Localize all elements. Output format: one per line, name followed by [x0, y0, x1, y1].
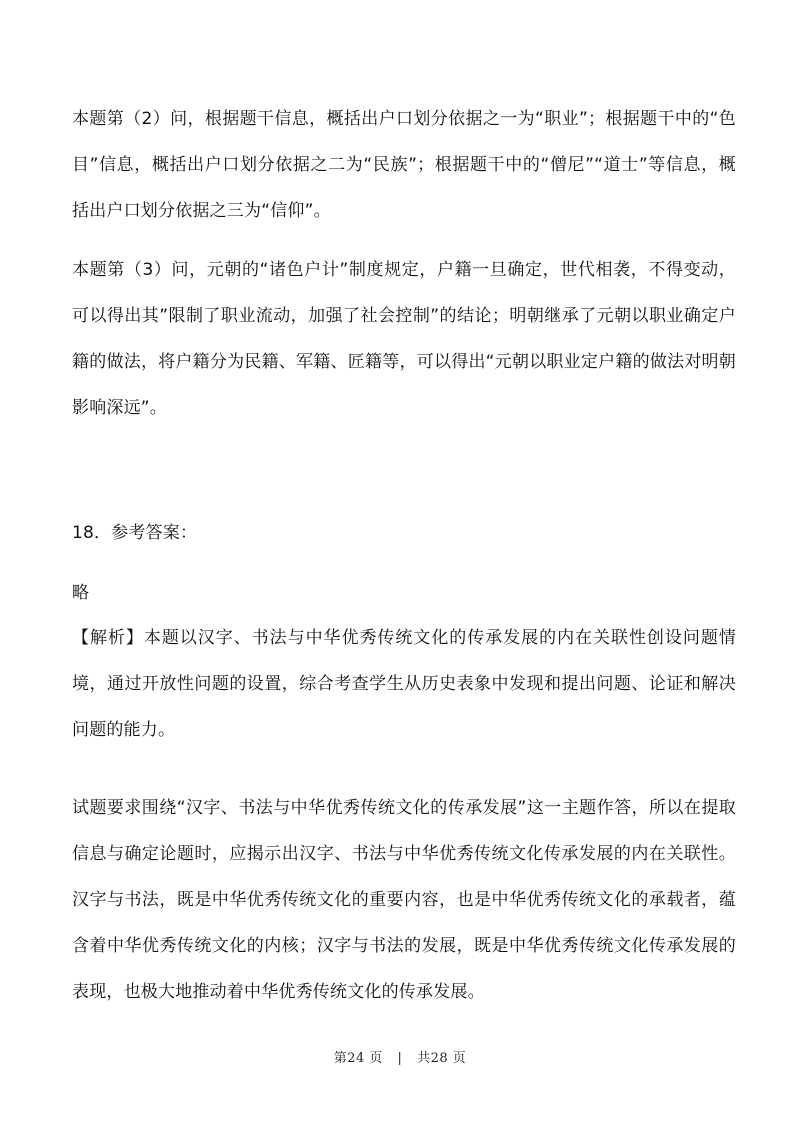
- current-page-number: 第24 页: [333, 1051, 383, 1066]
- q3-analysis-paragraph: 本题第（3）问，元朝的“诸色户计”制度规定，户籍一旦确定，世代相袭，不得变动，可以得出其”限制了职业流动，加强了社会控制”的结论；明朝继承了元朝以职业确定户籍的做法，将户籍分为民籍、军籍、匠籍等，可以得出“元朝以职业定户籍的做法对明朝影响深远”。: [72, 260, 736, 418]
- question-18-requirement: 试题要求围绕“汉字、书法与中华优秀传统文化的传承发展”这一主题作答，所以在提取信息与确定论题时，应揭示出汉字、书法与中华优秀传统文化传承发展的内在关联性。汉字与书法，既是中华优秀传统文化的重要内容，也是中华优秀传统文化的承载者，蕴含着中华优秀传统文化的内核；汉字与书法的发展，既是中华优秀传统文化传承发展的表现，也极大地推动着中华优秀传统文化的传承发展。: [72, 798, 736, 1002]
- question-18-explanation: 【解析】本题以汉字、书法与中华优秀传统文化的传承发展的内在关联性创设问题情境，通过开放性问题的设置，综合考查学生从历史表象中发现和提出问题、论证和解决问题的能力。: [72, 628, 736, 740]
- question-18-answer: 略: [72, 583, 90, 603]
- page-footer: [0, 1047, 800, 1066]
- total-page-count: 共28 页: [417, 1051, 467, 1066]
- q2-analysis-paragraph: 本题第（2）问，根据题干信息，概括出户口划分依据之一为“职业”；根据题干中的“色目”信息，概括出户口划分依据之二为“民族”；根据题干中的“僧尼”“道士”等信息，概括出户口划分依据之三为“信仰”。: [72, 109, 736, 221]
- question-18-heading: 18．参考答案：: [72, 523, 198, 543]
- footer-separator: |: [397, 1051, 403, 1066]
